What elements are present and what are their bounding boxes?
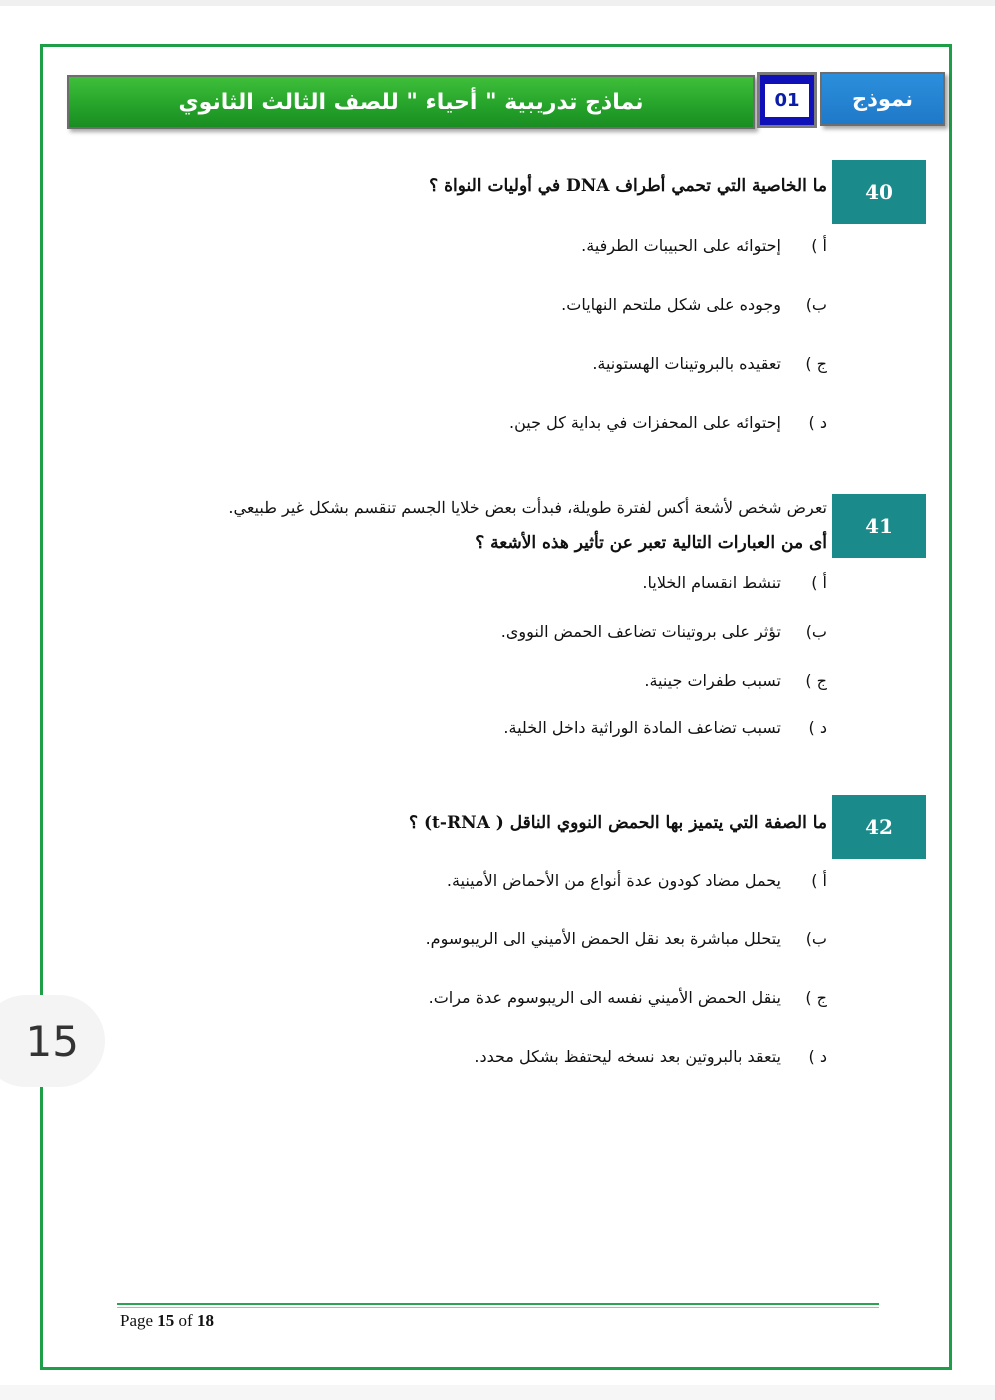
option-text: يتحلل مباشرة بعد نقل الحمض الأميني الى الريبوسوم. [425, 929, 781, 948]
option-label: أ ) [811, 236, 827, 255]
option-text: يتعقد بالبروتين بعد نسخه ليحتفظ بشكل محدد. [474, 1047, 781, 1066]
option-label: د ) [808, 413, 827, 432]
answer-option[interactable] [503, 718, 827, 737]
header-number: 01 [765, 84, 808, 117]
question-number: 40 [865, 180, 893, 204]
option-label: د ) [808, 718, 827, 737]
option-text: وجوده على شكل ملتحم النهايات. [561, 295, 781, 314]
option-text: تؤثر على بروتينات تضاعف الحمض النووى. [500, 622, 781, 641]
answer-option[interactable] [429, 988, 827, 1007]
option-label: ج ) [805, 988, 827, 1007]
question-number-badge [832, 795, 926, 859]
question-number-badge [832, 494, 926, 558]
option-text: تسبب تضاعف المادة الوراثية داخل الخلية. [503, 718, 781, 737]
header-title: نماذج تدريبية " أحياء " للصف الثالث الثانوي [178, 89, 644, 115]
answer-option[interactable] [501, 622, 827, 641]
answer-option[interactable] [426, 929, 827, 948]
option-label: ب) [805, 929, 827, 948]
page-indicator-badge [0, 995, 105, 1087]
question-number: 41 [865, 514, 893, 538]
answer-option[interactable] [474, 1047, 827, 1066]
option-label: أ ) [811, 871, 827, 890]
question-text: ما الخاصية التي تحمي أطراف DNA في أوليات النواة ؟ [429, 176, 827, 196]
header-label: نموذج [851, 87, 914, 111]
option-label: أ ) [811, 573, 827, 592]
footer-page-word: Page [120, 1311, 154, 1330]
header-number-box [757, 72, 817, 128]
bottom-edge [0, 1385, 995, 1400]
question-number-badge [832, 160, 926, 224]
option-label: ب) [805, 622, 827, 641]
top-edge [0, 0, 995, 6]
header-label-box [820, 72, 945, 126]
footer-current-page: 15 [157, 1311, 175, 1330]
footer-total-pages: 18 [196, 1311, 214, 1330]
question-text: ما الصفة التي يتميز بها الحمض النووي الناقل ( t-RNA) ؟ [409, 813, 827, 833]
option-label: د ) [808, 1047, 827, 1066]
option-text: ينقل الحمض الأميني نفسه الى الريبوسوم عدة مرات. [428, 988, 781, 1007]
option-label: ج ) [805, 671, 827, 690]
answer-option[interactable] [592, 354, 827, 373]
answer-option[interactable] [642, 573, 827, 592]
option-text: تنشط انقسام الخلايا. [642, 573, 781, 592]
footer-divider-thin [117, 1307, 879, 1308]
question-text: أى من العبارات التالية تعبر عن تأثير هذه الأشعة ؟ [475, 533, 827, 553]
option-text: تسبب طفرات جينية. [644, 671, 781, 690]
answer-option[interactable] [561, 295, 827, 314]
option-text: إحتوائه على الحبيبات الطرفية. [581, 236, 781, 255]
question-number: 42 [865, 815, 893, 839]
answer-option[interactable] [509, 413, 827, 432]
option-text: يحمل مضاد كودون عدة أنواع من الأحماض الأمينية. [446, 871, 781, 890]
question-stem: تعرض شخص لأشعة أكس لفترة طويلة، فبدأت بعض خلايا الجسم تنقسم بشكل غير طبيعي. [228, 498, 827, 517]
option-text: تعقيده بالبروتينات الهستونية. [592, 354, 781, 373]
footer-divider [117, 1303, 879, 1305]
footer-page-count [120, 1311, 214, 1331]
header-title-banner [67, 75, 755, 129]
option-label: ب) [805, 295, 827, 314]
answer-option[interactable] [447, 871, 827, 890]
option-text: إحتوائه على المحفزات في بداية كل جين. [509, 413, 781, 432]
option-label: ج ) [805, 354, 827, 373]
answer-option[interactable] [644, 671, 827, 690]
footer-of-word: of [178, 1311, 193, 1330]
answer-option[interactable] [581, 236, 827, 255]
page-indicator-number: 15 [25, 1016, 79, 1066]
